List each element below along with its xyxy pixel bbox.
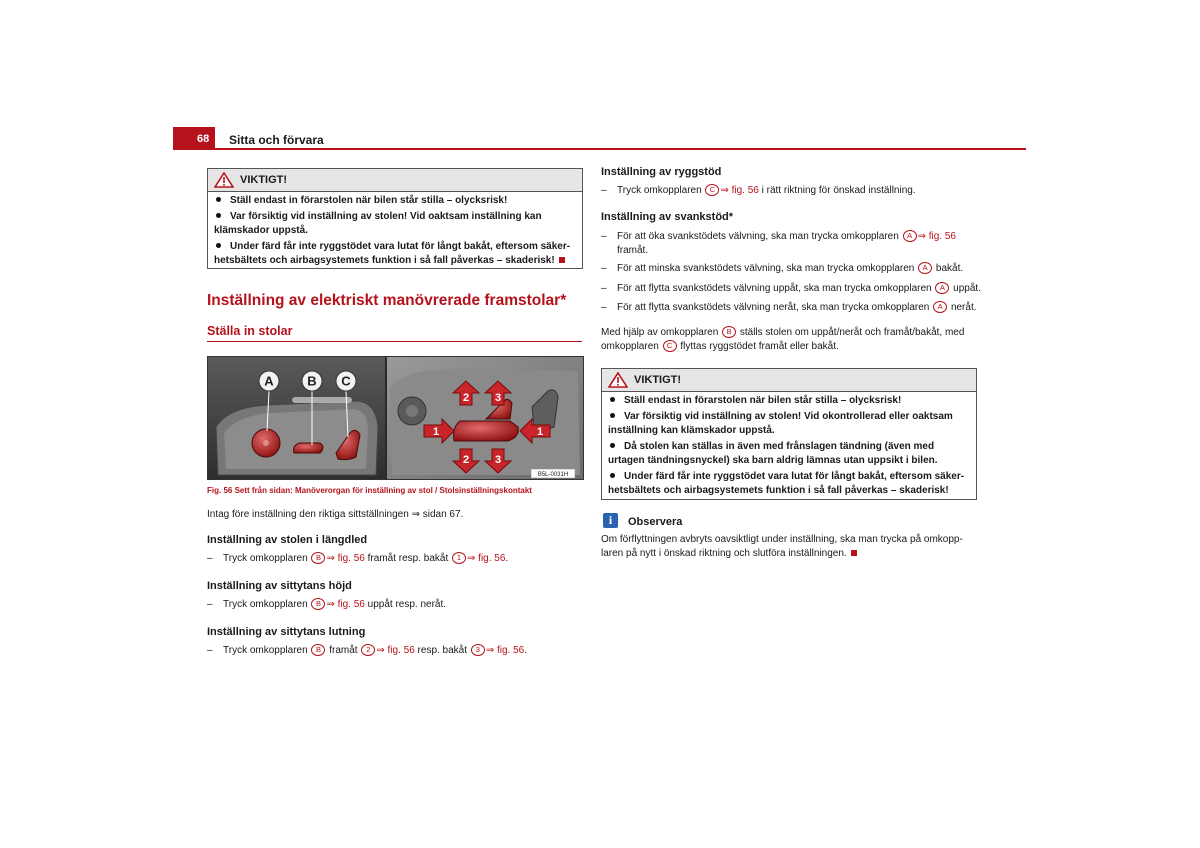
warning-item: Under färd får inte ryggstödet vara lutat för långt bakåt, eftersom säker-hetsbältets och airbagsystemets funktion i så fall påverkas – skaderisk! xyxy=(608,471,965,496)
header-rule xyxy=(173,148,1026,150)
figure-seat-controls xyxy=(207,356,584,480)
warning-item: Ställ endast in förarstolen när bilen står stilla – olycksrisk! xyxy=(214,194,576,208)
warning-item: Under färd får inte ryggstödet vara lutat för långt bakåt, eftersom säker-hetsbältets och airbagsystemets funktion i så fall påverkas – skaderisk! xyxy=(214,241,571,266)
intro-line: Intag före inställning den riktiga sittställningen ⇒ sidan 67. xyxy=(207,509,464,520)
warning-header xyxy=(208,169,582,192)
warning-item: Var försiktig vid inställning av stolen! Vid oaktsam inställning kan klämskador uppstå. xyxy=(214,211,542,236)
callout-b xyxy=(302,371,322,391)
callout-a xyxy=(259,371,279,391)
sub-heading: Ställa in stolar xyxy=(207,324,293,338)
warning-box-2 xyxy=(601,368,977,500)
warning-triangle-icon xyxy=(214,172,234,191)
page-number: 68 xyxy=(197,133,210,145)
callout-c xyxy=(336,371,356,391)
lumbar-item: – För att öka svankstödets välvning, ska man trycka omkopplaren A ⇒ fig. 56 framåt. xyxy=(601,231,956,256)
instruction-backrest: – Tryck omkopplaren C ⇒ fig. 56 i rätt riktning för önskad inställning. xyxy=(601,185,916,196)
end-square-icon xyxy=(559,257,565,263)
warning-item: Då stolen kan ställas in även med frånslagen tändning (även med urtagen tändningsnyckel) ska barn aldrig lämnas utan uppsikt i bilen. xyxy=(608,441,938,466)
main-heading: Inställning av elektriskt manövrerade framstolar* xyxy=(207,292,567,309)
svg-text:C: C xyxy=(341,373,351,389)
instruction-tilt: – Tryck omkopplaren B framåt 2 ⇒ fig. 56 resp. bakåt 3 ⇒ fig. 56. xyxy=(207,645,527,656)
lumbar-item: – För att flytta svankstödets välvning uppåt, ska man trycka omkopplaren A uppåt. xyxy=(601,283,981,294)
info-icon: i xyxy=(603,513,618,528)
end-square-icon xyxy=(851,550,857,556)
svg-text:3: 3 xyxy=(494,392,502,404)
heading-tilt: Inställning av sittytans lutning xyxy=(207,626,366,638)
figure-caption: Fig. 56 Sett från sidan: Manöverorgan för inställning av stol / Stolsinställningskontakt xyxy=(207,486,532,495)
instruction-height: – Tryck omkopplaren B ⇒ fig. 56 uppåt resp. neråt. xyxy=(207,599,447,610)
figure-code: B5L-0031H xyxy=(537,472,569,478)
instruction-length: – Tryck omkopplaren B ⇒ fig. 56 framåt resp. bakåt 1 ⇒ fig. 56. xyxy=(207,553,509,564)
warning-title: VIKTIGT! xyxy=(634,374,682,386)
section-title: Sitta och förvara xyxy=(229,133,324,147)
note-text: Om förflyttningen avbryts oavsiktligt under inställning, ska man trycka på omkopp- laren på nytt i önskad riktning och slutföra inställningen. xyxy=(601,534,963,559)
warning-triangle-icon xyxy=(608,372,628,391)
heading-length: Inställning av stolen i längdled xyxy=(207,534,368,546)
svg-text:2: 2 xyxy=(462,454,470,466)
switch-explanation: Med hjälp av omkopplaren B ställs stolen om uppåt/neråt och framåt/bakåt, med omkopplaren C flyttas ryggstödet framåt eller bakåt. xyxy=(601,327,965,352)
svg-text:B: B xyxy=(307,373,317,389)
sub-heading-rule xyxy=(207,341,582,342)
heading-lumbar: Inställning av svankstöd* xyxy=(601,211,734,223)
heading-backrest: Inställning av ryggstöd xyxy=(601,166,722,178)
warning-title: VIKTIGT! xyxy=(240,174,288,186)
heading-height: Inställning av sittytans höjd xyxy=(207,580,352,592)
seat-controls-illustration xyxy=(208,357,583,479)
svg-text:1: 1 xyxy=(536,426,544,438)
warning-box-1 xyxy=(207,168,583,269)
lumbar-item: – För att flytta svankstödets välvning neråt, ska man trycka omkopplaren A neråt. xyxy=(601,302,977,313)
warning-item: Var försiktig vid inställning av stolen! Vid okontrollerad eller oaktsam inställning kan klämskador uppstå. xyxy=(608,411,953,436)
warning-header xyxy=(602,369,976,392)
svg-text:A: A xyxy=(264,373,274,389)
lumbar-item: – För att minska svankstödets välvning, ska man trycka omkopplaren A bakåt. xyxy=(601,263,964,274)
svg-text:3: 3 xyxy=(494,454,502,466)
svg-text:1: 1 xyxy=(432,426,440,438)
warning-item: Ställ endast in förarstolen när bilen står stilla – olycksrisk! xyxy=(608,394,970,408)
svg-text:2: 2 xyxy=(462,392,470,404)
note-title: Observera xyxy=(628,516,683,528)
